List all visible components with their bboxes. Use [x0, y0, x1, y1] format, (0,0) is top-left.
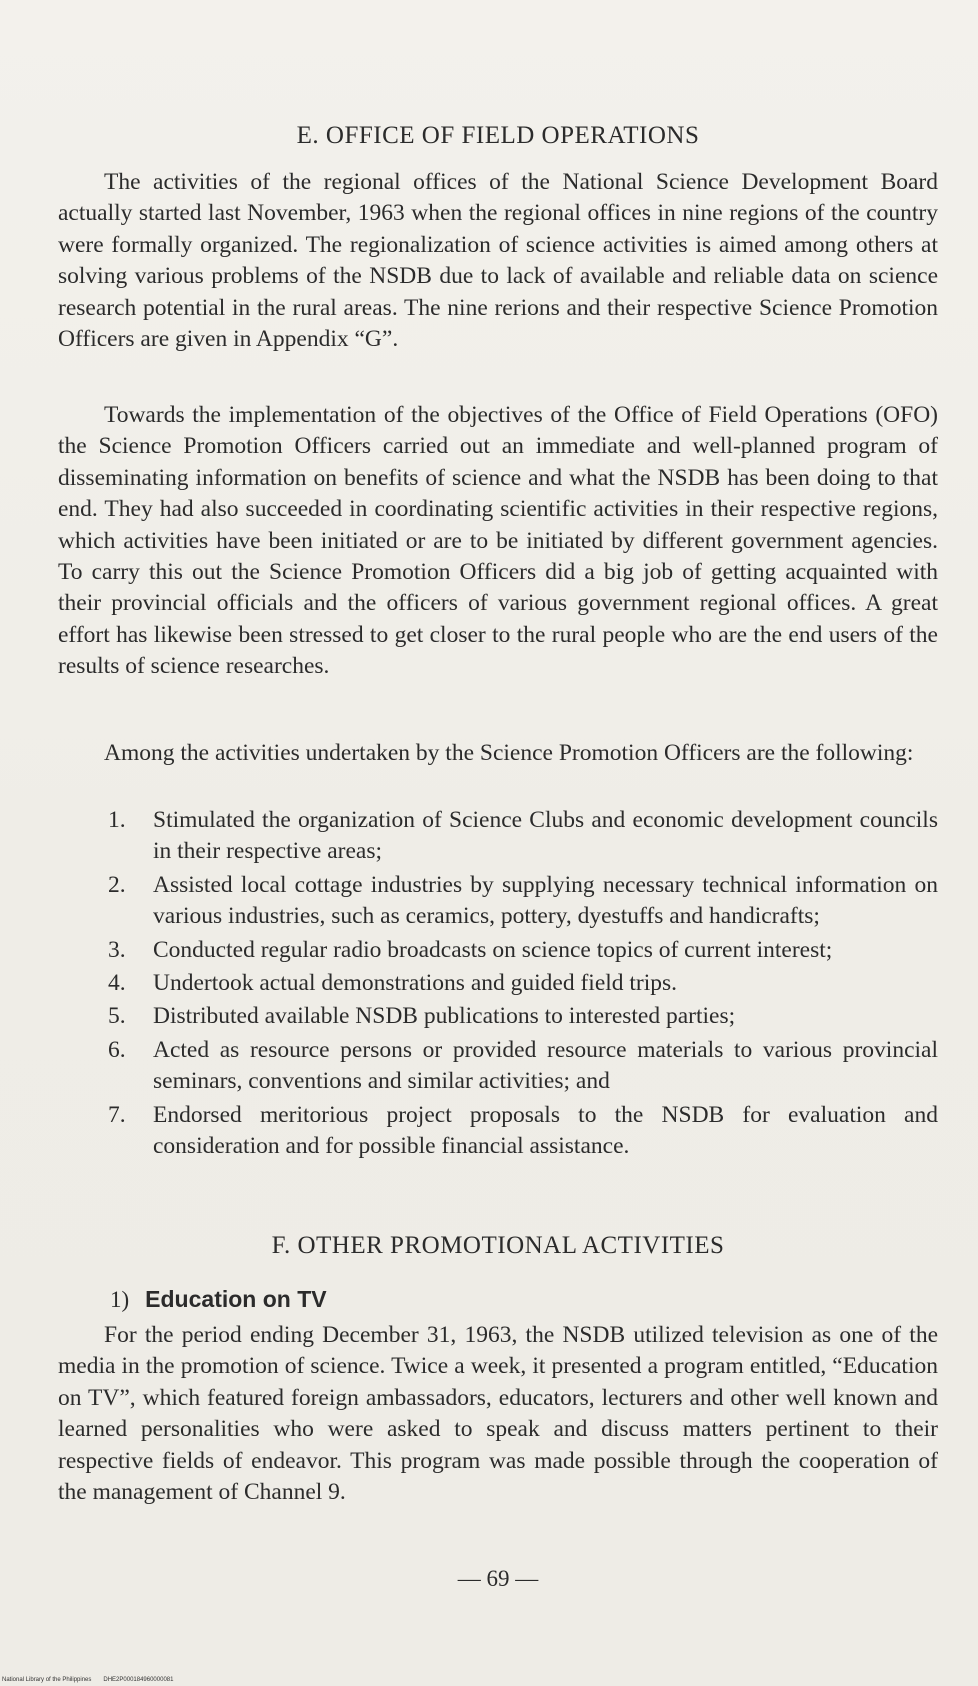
paragraph-regional-offices: The activities of the regional offices of the National Science Development Board actually started last November, 1963 when the regional offices in nine regions of the country were formally organized. The regionalization of science activities is aimed among others at solving various problems of the NSDB due to lack of available and reliable data on science research potential in the rural areas. The nine rerions and their respective Science Promotion Officers are given in Appendix “G”.	[58, 169, 938, 353]
scan-footer	[2, 1677, 185, 1683]
list-item	[58, 935, 938, 966]
paragraph-activities-intro: Among the activities undertaken by the Science Promotion Officers are the following:	[104, 740, 914, 766]
list-item-text: Assisted local cottage industries by supplying necessary technical information on various industries, such as ceramics, pottery, dyestuffs and handicrafts;	[153, 871, 938, 930]
list-item-number: 6.	[108, 1036, 126, 1063]
list-item-text: Undertook actual demonstrations and guided field trips.	[153, 970, 678, 997]
list-item-number: 1.	[108, 807, 126, 833]
list-item	[58, 1035, 938, 1098]
list-item-text: Endorsed meritorious project proposals to the NSDB for evaluation and consideration and for possible financial assistance.	[153, 1101, 938, 1160]
list-item	[58, 1100, 938, 1163]
list-item	[58, 1001, 938, 1032]
subheading-number: 1)	[110, 1287, 130, 1312]
footer-code: DHE2P000184960000081	[103, 1677, 174, 1683]
activities-list	[58, 805, 938, 1164]
list-item-text: Conducted regular radio broadcasts on science topics of current interest;	[153, 936, 833, 963]
list-item-number: 7.	[108, 1101, 126, 1128]
footer-library: National Library of the Philippines	[2, 1677, 92, 1683]
paragraph-education-on-tv: For the period ending December 31, 1963, the NSDB utilized television as one of the media in the promotion of science. Twice a week, it presented a program entitled, “Education on TV”, which featured foreign ambassadors, educators, lecturers and other well known and learned personalities who were asked to speak and discuss matters pertinent to their respective fields of endeavor. This program was made possible through the cooperation of the management of Channel 9.	[58, 1322, 938, 1506]
list-item-text: Stimulated the organization of Science Clubs and economic development councils in their respective areas;	[153, 807, 938, 865]
paragraph-ofo-objectives: Towards the implementation of the objectives of the Office of Field Operations (OFO) the Science Promotion Officers carried out an immediate and well-planned program of disseminating information on benefits of science and what the NSDB has been doing to that end. They had also succeeded in coordinating scientific activities in their respective regions, which activities have been initiated or are to be initiated by different government agencies. To carry this out the Science Promotion Officers did a big job of getting acquainted with their provincial officials and the officers of various government regional offices. A great effort has likewise been stressed to get closer to the rural people who are the end users of the results of science researches.	[58, 402, 938, 680]
section-e-title: E. OFFICE OF FIELD OPERATIONS	[296, 122, 700, 149]
list-item-number: 4.	[108, 970, 126, 997]
list-item-number: 2.	[108, 871, 126, 898]
list-item-text: Distributed available NSDB publications to interested parties;	[153, 1003, 736, 1030]
list-item-number: 5.	[108, 1003, 126, 1030]
subheading-text: Education on TV	[145, 1286, 327, 1312]
list-item-number: 3.	[108, 936, 126, 963]
subheading-education-on-tv	[110, 1286, 327, 1313]
section-f-title: F. OTHER PROMOTIONAL ACTIVITIES	[271, 1232, 725, 1259]
list-item	[58, 968, 938, 999]
list-item-text: Acted as resource persons or provided resource materials to various provincial seminars, conventions and similar activities; and	[153, 1036, 938, 1095]
list-item	[58, 870, 938, 933]
page-number: — 69 —	[457, 1566, 539, 1591]
list-item	[58, 805, 938, 868]
